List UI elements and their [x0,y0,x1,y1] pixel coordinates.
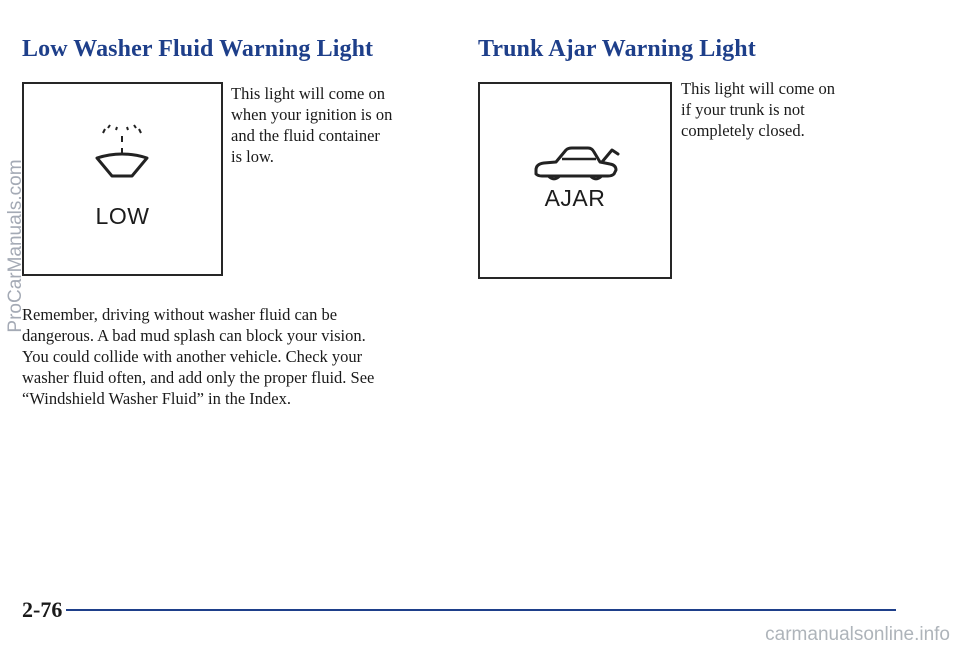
text-line: is low. [231,147,274,166]
low-washer-indicator-box [22,82,223,276]
footer-rule [66,609,896,611]
footer-watermark: carmanualsonline.info [765,624,950,645]
text-line: Remember, driving without washer fluid can be [22,305,338,324]
trunk-ajar-description [681,78,835,141]
text-line: if your trunk is not [681,100,805,119]
car-trunk-icon [528,134,622,192]
text-line: and the fluid container [231,126,380,145]
trunk-ajar-indicator-box [478,82,672,279]
trunk-ajar-heading: Trunk Ajar Warning Light [478,36,756,62]
text-line: This light will come on [231,84,385,103]
low-indicator-label: LOW [95,203,150,229]
ajar-indicator-label: AJAR [544,185,606,211]
side-watermark: ProCarManuals.com [5,159,26,333]
text-line: completely closed. [681,121,805,140]
text-line: washer fluid often, and add only the proper fluid. See [22,368,375,387]
washer-fluid-reminder [22,304,374,409]
low-washer-description [231,83,392,167]
text-line: This light will come on [681,79,835,98]
text-line: when your ignition is on [231,105,393,124]
text-line: You could collide with another vehicle. Check your [22,347,363,366]
text-line: dangerous. A bad mud splash can block your vision. [22,326,366,345]
page-number: 2-76 [22,597,63,622]
text-line: “Windshield Washer Fluid” in the Index. [22,389,291,408]
washer-fluid-icon [82,114,162,194]
low-washer-fluid-heading: Low Washer Fluid Warning Light [22,36,374,62]
